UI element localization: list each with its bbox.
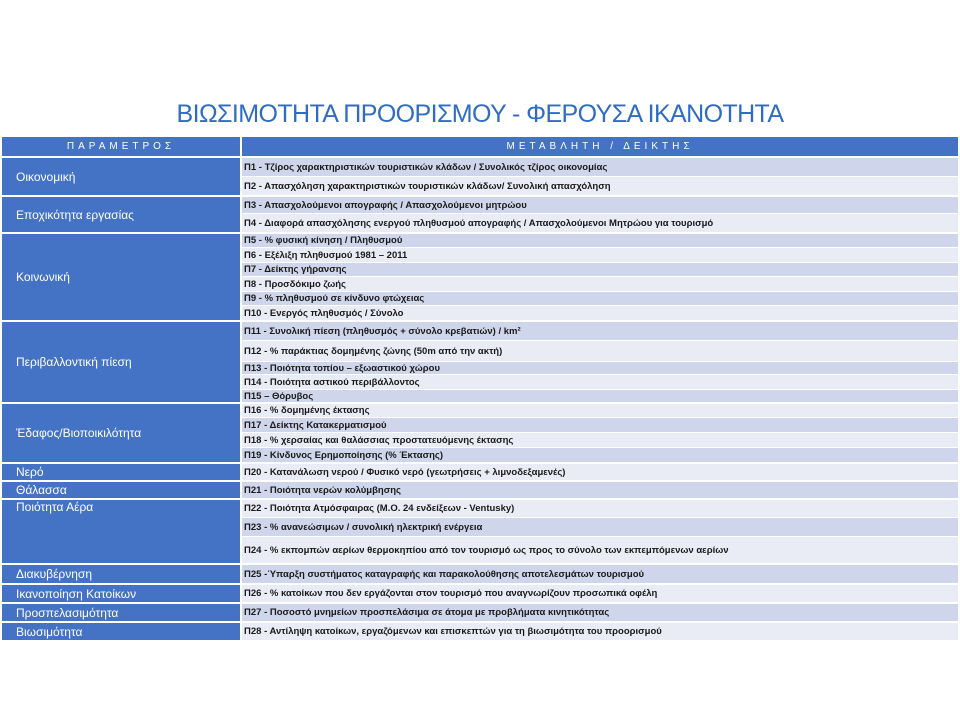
parameter-resident-satisfaction: Ικανοποίηση Κατοίκων bbox=[2, 585, 240, 602]
header-parameter: ΠΑΡΑΜΕΤΡΟΣ bbox=[2, 137, 240, 156]
indicator-row-p10: Π10 - Ενεργός πληθυσμός / Σύνολο bbox=[242, 306, 958, 320]
indicator-row-p14: Π14 - Ποιότητα αστικού περιβάλλοντος bbox=[242, 375, 958, 389]
parameter-air-quality: Ποιότητα Αέρα bbox=[2, 500, 240, 563]
indicator-row-p7: Π7 - Δείκτης γήρανσης bbox=[242, 263, 958, 276]
indicator-row-p19: Π19 - Κίνδυνος Ερημοποίησης (% Έκτασης) bbox=[242, 448, 958, 462]
parameter-social: Κοινωνική bbox=[2, 234, 240, 320]
header-indicator: ΜΕΤΑΒΛΗΤΗ / ΔΕΙΚΤΗΣ bbox=[242, 137, 958, 156]
parameter-sea: Θάλασσα bbox=[2, 482, 240, 498]
parameter-accessibility: Προσπελασιμότητα bbox=[2, 604, 240, 621]
parameter-environmental-pressure: Περιβαλλοντική πίεση bbox=[2, 322, 240, 402]
indicator-row-p24: Π24 - % εκπομπών αερίων θερμοκηπίου από τον τουρισμό ως προς το σύνολο των εκπεμπόμενων αερίων bbox=[242, 537, 958, 563]
indicator-row-p16: Π16 - % δομημένης έκτασης bbox=[242, 404, 958, 417]
indicator-row-p23: Π23 - % ανανεώσιμων / συνολική ηλεκτρική ενέργεια bbox=[242, 518, 958, 536]
indicator-row-p17: Π17 - Δείκτης Κατακερματισμού bbox=[242, 418, 958, 432]
indicator-row-p27: Π27 - Ποσοστό μνημείων προσπελάσιμα σε άτομα με προβλήματα κινητικότητας bbox=[242, 604, 958, 621]
page-title: ΒΙΩΣΙΜΟΤΗΤΑ ΠΡΟΟΡΙΣΜΟΥ - ΦΕΡΟΥΣΑ ΙΚΑΝΟΤΗΤΑ bbox=[176, 100, 784, 128]
indicator-row-p8: Π8 - Προσδόκιμο ζωής bbox=[242, 277, 958, 291]
parameter-land-biodiversity: Έδαφος/Βιοποικιλότητα bbox=[2, 404, 240, 462]
parameter-economic: Οικονομική bbox=[2, 158, 240, 195]
indicator-row-p20: Π20 - Κατανάλωση νερού / Φυσικό νερό (γεωτρήσεις + λιμνοδεξαμενές) bbox=[242, 464, 958, 480]
indicator-row-p1: Π1 - Τζίρος χαρακτηριστικών τουριστικών κλάδων / Συνολικός τζίρος οικονομίας bbox=[242, 158, 958, 176]
indicator-row-p4: Π4 - Διαφορά απασχόλησης ενεργού πληθυσμού απογραφής / Απασχολούμενοι Μητρώου για τουρισμό bbox=[242, 214, 958, 232]
indicator-row-p25: Π25 -Ύπαρξη συστήματος καταγραφής και παρακολούθησης αποτελεσμάτων τουρισμού bbox=[242, 565, 958, 583]
indicator-row-p3: Π3 - Απασχολούμενοι απογραφής / Απασχολούμενοι μητρώου bbox=[242, 197, 958, 213]
indicator-row-p21: Π21 - Ποιότητα νερών κολύμβησης bbox=[242, 482, 958, 498]
indicator-row-p28: Π28 - Αντίληψη κατοίκων, εργαζόμενων και επισκεπτών για τη βιωσιμότητα του προορισμού bbox=[242, 623, 958, 640]
parameter-water: Νερό bbox=[2, 464, 240, 480]
indicator-row-p2: Π2 - Απασχόληση χαρακτηριστικών τουριστικών κλάδων/ Συνολική απασχόληση bbox=[242, 177, 958, 195]
indicator-row-p13: Π13 - Ποιότητα τοπίου – εξωαστικού χώρου bbox=[242, 362, 958, 374]
indicator-row-p26: Π26 - % κατοίκων που δεν εργάζονται στον τουρισμό που αναγνωρίζουν προσωπικά οφέλη bbox=[242, 585, 958, 602]
indicator-row-p9: Π9 - % πληθυσμού σε κίνδυνο φτώχειας bbox=[242, 292, 958, 305]
parameter-governance: Διακυβέρνηση bbox=[2, 565, 240, 583]
indicator-row-p11: Π11 - Συνολική πίεση (πληθυσμός + σύνολο κρεβατιών) / km² bbox=[242, 322, 958, 340]
indicator-row-p6: Π6 - Εξέλιξη πληθυσμού 1981 – 2011 bbox=[242, 248, 958, 262]
indicator-table bbox=[2, 137, 958, 639]
indicator-row-p18: Π18 - % χερσαίας και θαλάσσιας προστατευόμενης έκτασης bbox=[242, 433, 958, 447]
indicator-row-p12: Π12 - % παράκτιας δομημένης ζώνης (50m από την ακτή) bbox=[242, 341, 958, 361]
indicator-row-p5: Π5 - % φυσική κίνηση / Πληθυσμού bbox=[242, 234, 958, 247]
indicator-row-p15: Π15 – Θόρυβος bbox=[242, 390, 958, 402]
indicator-row-p22: Π22 - Ποιότητα Ατμόσφαιρας (Μ.Ο. 24 ενδείξεων - Ventusky) bbox=[242, 500, 958, 517]
parameter-sustainability: Βιωσιμότητα bbox=[2, 623, 240, 640]
parameter-work-seasonality: Εποχικότητα εργασίας bbox=[2, 197, 240, 232]
